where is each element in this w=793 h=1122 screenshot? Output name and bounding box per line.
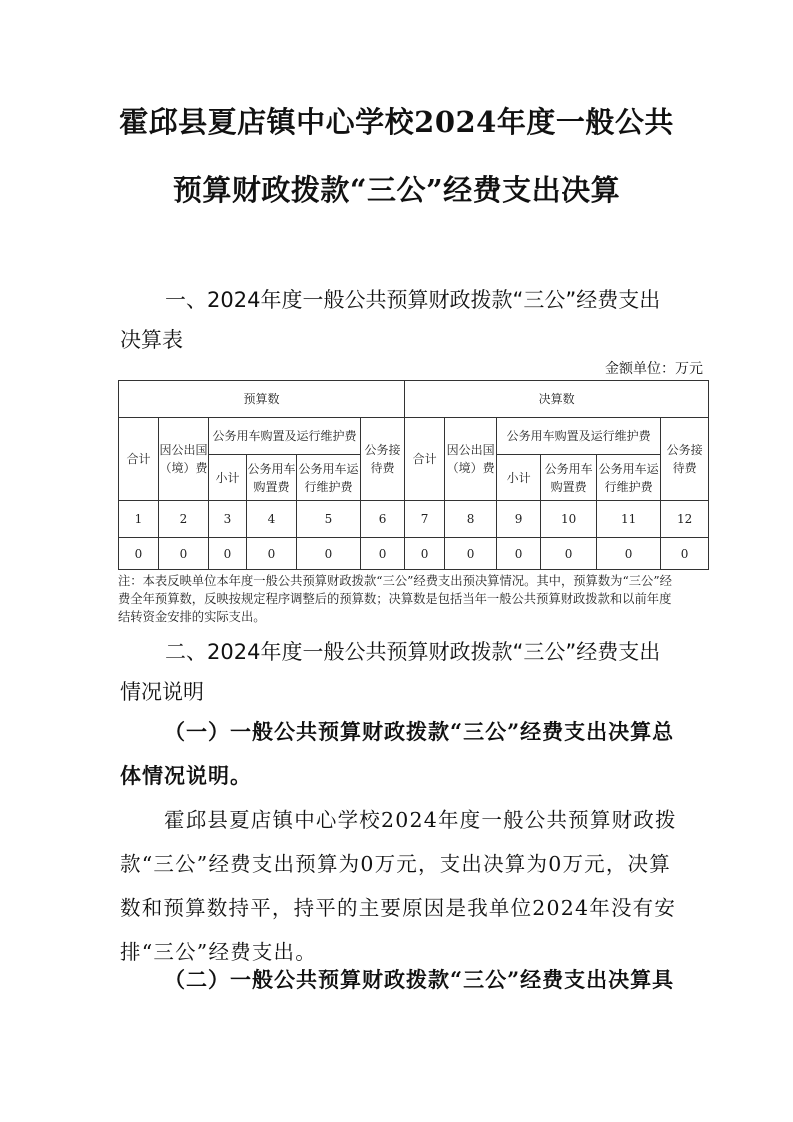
unit-label: 金额单位：万元: [605, 361, 703, 377]
index-cell: 1: [119, 501, 159, 538]
value-cell: 0: [541, 538, 597, 570]
value-cell: 0: [497, 538, 541, 570]
value-cell: 0: [661, 538, 709, 570]
value-cell: 0: [297, 538, 361, 570]
index-cell: 6: [361, 501, 405, 538]
index-cell: 9: [497, 501, 541, 538]
document-title-line1: 霍邱县夏店镇中心学校2024年度一般公共: [119, 105, 674, 139]
table-note: 注：本表反映单位本年度一般公共预算财政拨款“三公”经费支出预决算情况。其中，预算数为“三公”经费全年预算数，反映按规定程序调整后的预算数；决算数是包括当年一般公共预算财政拨款和以前年度结转资金安排的实际支出。: [118, 574, 672, 624]
final-vehicle-group-header: 公务用车购置及运行维护费: [497, 418, 661, 455]
index-cell: 2: [159, 501, 209, 538]
budget-vehicle-purchase-header: 公务用车购置费: [247, 455, 297, 501]
budget-subtotal-header: 小计: [209, 455, 247, 501]
budget-abroad-header: 因公出国（境）费: [159, 418, 209, 501]
section2-heading: 二、2024年度一般公共预算财政拨款“三公”经费支出情况说明: [120, 640, 661, 704]
index-cell: 8: [445, 501, 497, 538]
table-value-row: [119, 538, 709, 570]
value-cell: 0: [209, 538, 247, 570]
value-cell: 0: [247, 538, 297, 570]
value-cell: 0: [597, 538, 661, 570]
document-title-line2: 预算财政拨款“三公”经费支出决算: [172, 173, 621, 207]
final-group-header: 决算数: [405, 381, 709, 418]
index-cell: 7: [405, 501, 445, 538]
index-cell: 4: [247, 501, 297, 538]
budget-reception-header: 公务接待费: [361, 418, 405, 501]
budget-vehicle-operation-header: 公务用车运行维护费: [297, 455, 361, 501]
final-total-header: 合计: [405, 418, 445, 501]
value-cell: 0: [405, 538, 445, 570]
budget-vehicle-group-header: 公务用车购置及运行维护费: [209, 418, 361, 455]
table-index-row: [119, 501, 709, 538]
budget-group-header: 预算数: [119, 381, 405, 418]
value-cell: 0: [361, 538, 405, 570]
final-vehicle-purchase-header: 公务用车购置费: [541, 455, 597, 501]
index-cell: 3: [209, 501, 247, 538]
subsection1-heading: （一）一般公共预算财政拨款“三公”经费支出决算总体情况说明。: [120, 719, 675, 788]
table-header-row-1: [119, 418, 709, 455]
value-cell: 0: [159, 538, 209, 570]
final-subtotal-header: 小计: [497, 455, 541, 501]
final-vehicle-operation-header: 公务用车运行维护费: [597, 455, 661, 501]
index-cell: 11: [597, 501, 661, 538]
section1-heading: 一、2024年度一般公共预算财政拨款“三公”经费支出决算表: [120, 288, 661, 352]
three-public-expenses-table: [118, 380, 709, 570]
table-group-header-row: [119, 381, 709, 418]
index-cell: 12: [661, 501, 709, 538]
index-cell: 5: [297, 501, 361, 538]
paragraph-overall-explanation: 霍邱县夏店镇中心学校2024年度一般公共预算财政拨款“三公”经费支出预算为0万元，支出决算为0万元，决算数和预算数持平，持平的主要原因是我单位2024年没有安排“三公”经费支出。: [120, 808, 677, 964]
subsection2-heading: （二）一般公共预算财政拨款“三公”经费支出决算具: [164, 967, 675, 992]
value-cell: 0: [119, 538, 159, 570]
final-abroad-header: 因公出国（境）费: [445, 418, 497, 501]
index-cell: 10: [541, 501, 597, 538]
budget-total-header: 合计: [119, 418, 159, 501]
final-reception-header: 公务接待费: [661, 418, 709, 501]
value-cell: 0: [445, 538, 497, 570]
